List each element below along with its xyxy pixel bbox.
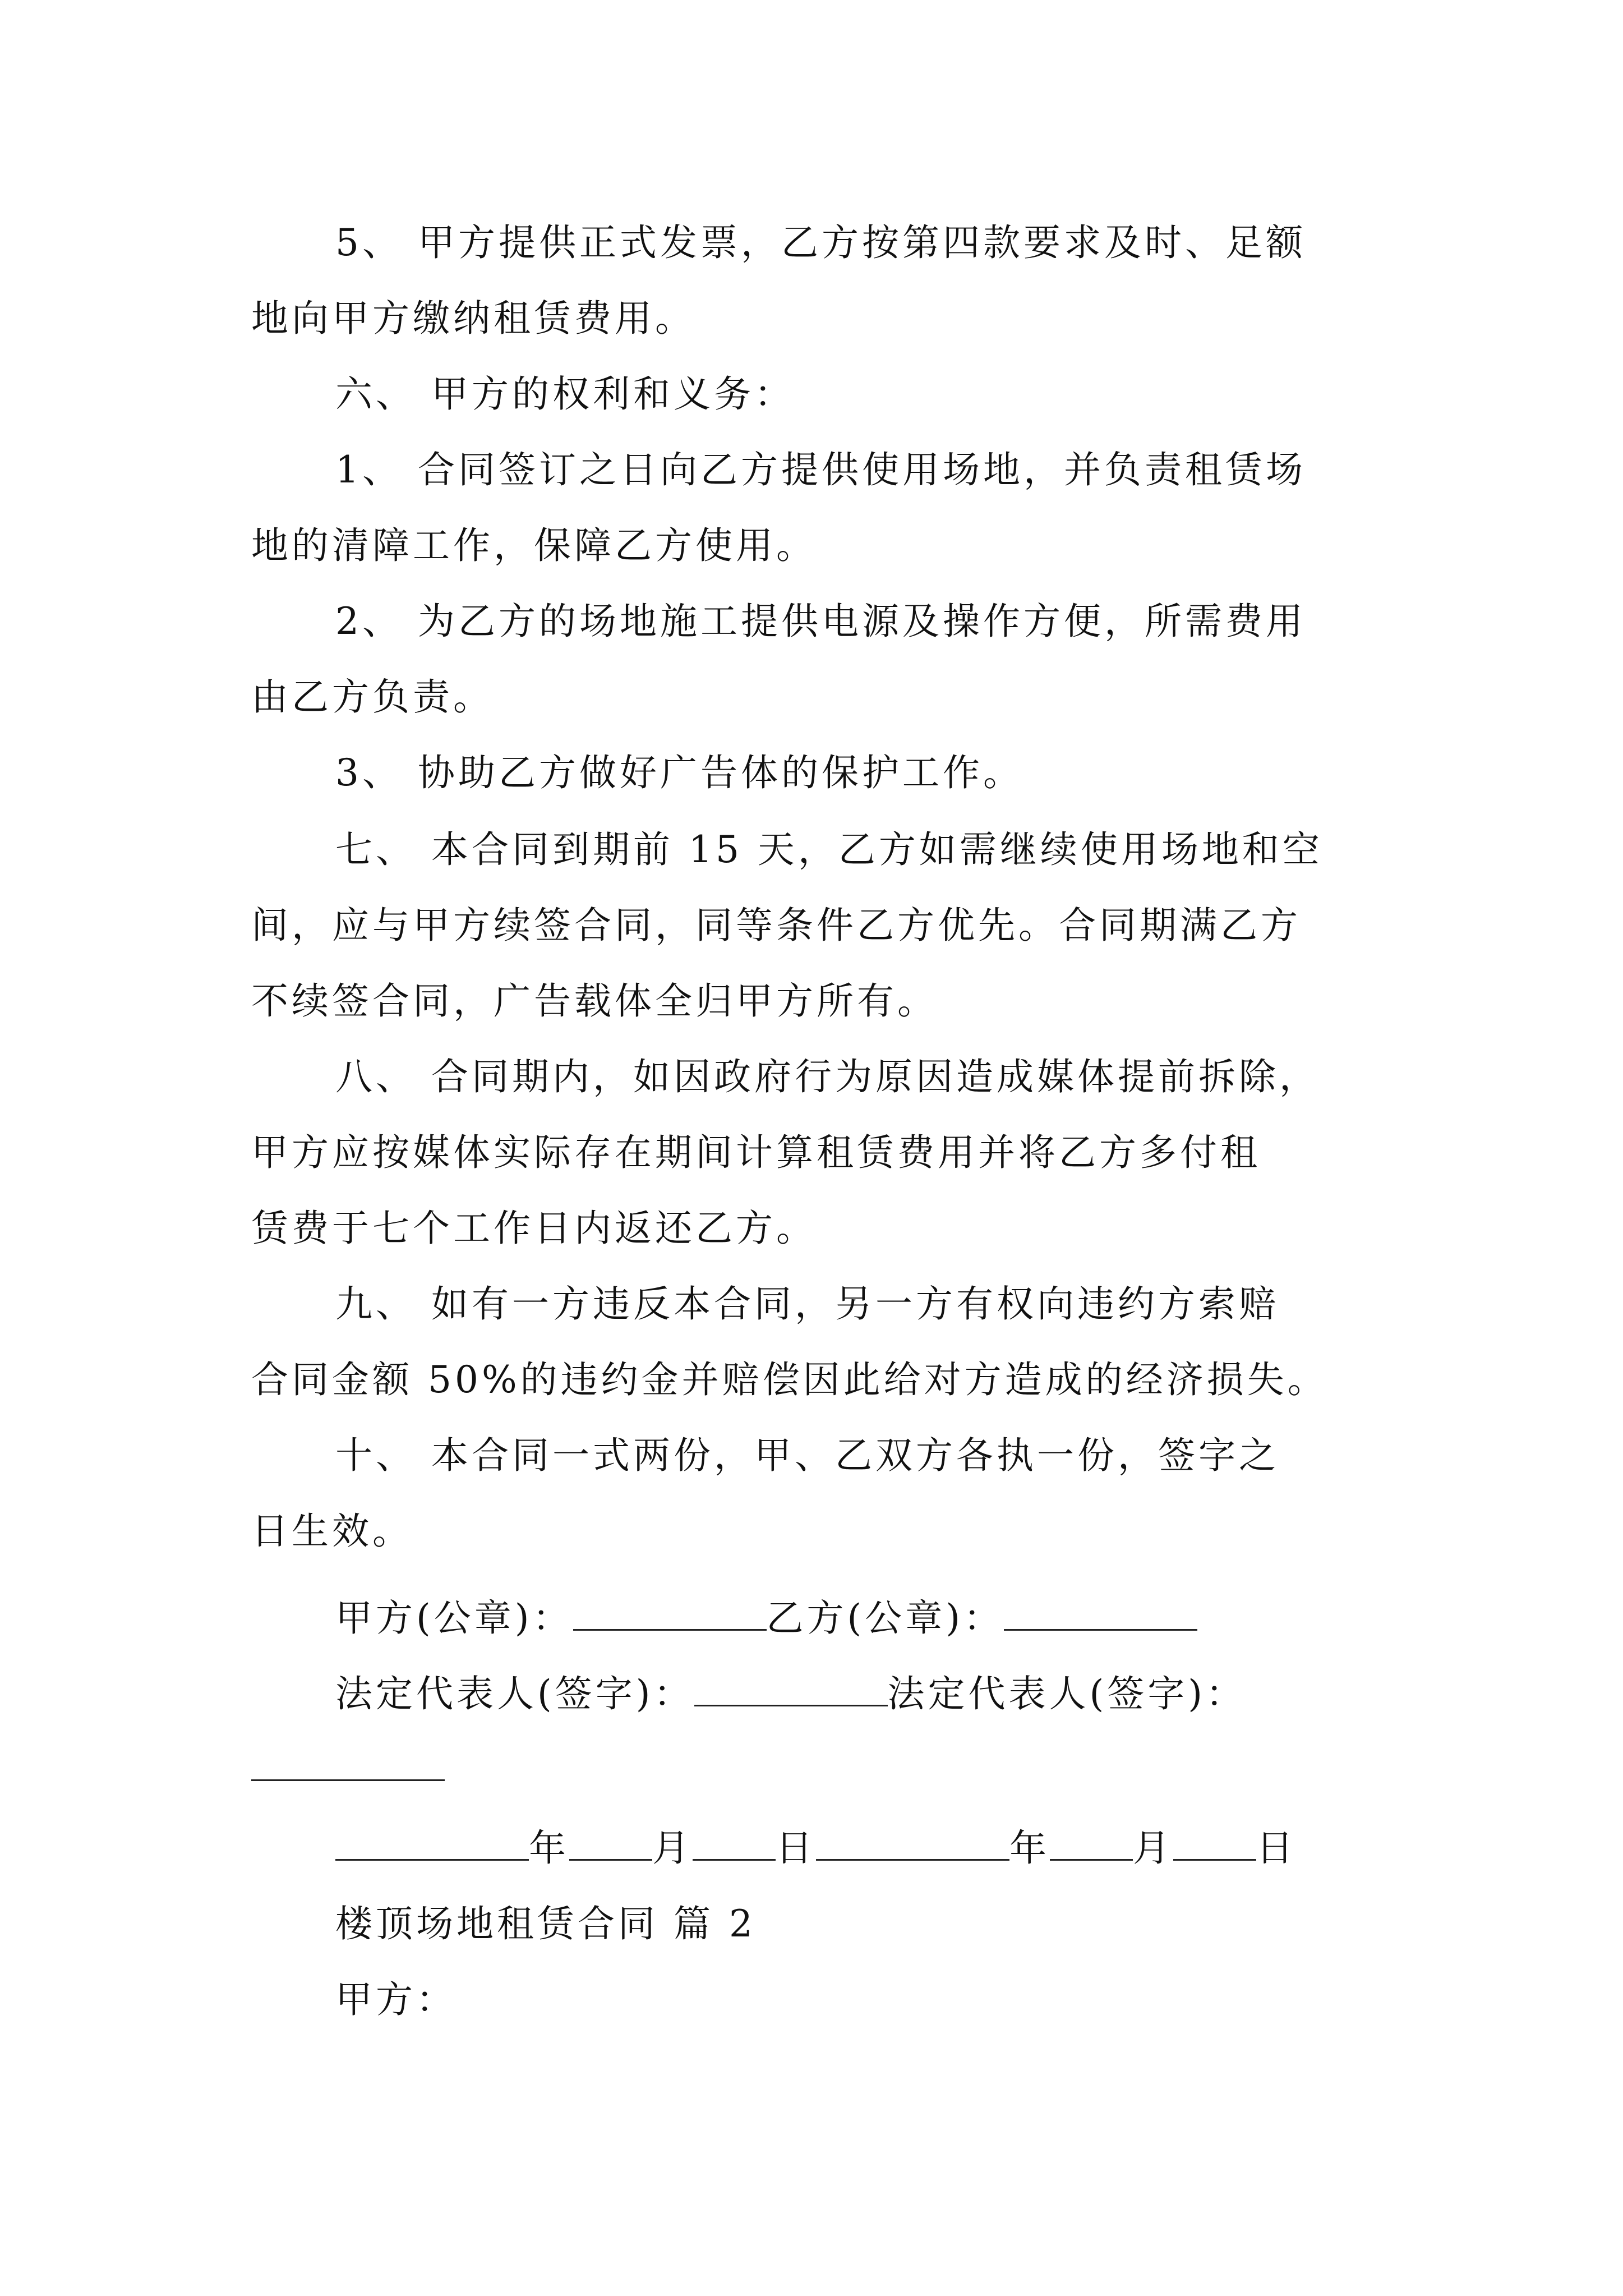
section-heading: 六、 甲方的权利和义务： — [335, 372, 795, 416]
next-contract-title: 楼顶场地租赁合同 篇 2 — [335, 1902, 756, 1945]
paragraph-line: 八、 合同期内，如因政府行为原因造成媒体提前拆除， — [335, 1055, 1320, 1098]
date-b-day-blank[interactable] — [1173, 1825, 1256, 1861]
paragraph-line: 日生效。 — [251, 1510, 413, 1553]
date-year-label: 年 — [529, 1826, 569, 1870]
paragraph-line: 十、 本合同一式两份，甲、乙双方各执一份，签字之 — [335, 1434, 1279, 1477]
date-a-day-blank[interactable] — [693, 1825, 776, 1861]
paragraph-line: 间，应与甲方续签合同，同等条件乙方优先。合同期满乙方 — [251, 904, 1301, 947]
party-a-rep-blank[interactable] — [694, 1671, 888, 1706]
party-b-rep-label: 法定代表人(签字)： — [887, 1672, 1246, 1715]
party-b-seal-label: 乙方(公章)： — [766, 1596, 1004, 1640]
party-a-seal-label: 甲方(公章)： — [335, 1596, 573, 1640]
party-b-seal-blank[interactable] — [1004, 1595, 1197, 1631]
date-b-month-blank[interactable] — [1050, 1825, 1133, 1861]
paragraph-line: 七、 本合同到期前 15 天，乙方如需继续使用场地和空 — [335, 828, 1323, 871]
date-month-label: 月 — [1133, 1826, 1173, 1870]
paragraph-line: 1、 合同签订之日向乙方提供使用场地，并负责租赁场 — [335, 448, 1306, 491]
date-day-label: 日 — [1256, 1826, 1297, 1870]
representative-signature-line — [335, 1669, 1246, 1719]
paragraph-line: 不续签合同，广告载体全归甲方所有。 — [251, 979, 938, 1023]
date-line — [335, 1823, 1297, 1874]
party-a-seal-blank[interactable] — [573, 1595, 767, 1631]
paragraph-line: 九、 如有一方违反本合同，另一方有权向违约方索赔 — [335, 1282, 1279, 1326]
date-a-month-blank[interactable] — [569, 1825, 652, 1861]
date-month-label: 月 — [652, 1826, 693, 1870]
next-party-label: 甲方： — [335, 1978, 457, 2021]
seal-signature-line — [335, 1593, 1197, 1644]
paragraph-line: 5、 甲方提供正式发票，乙方按第四款要求及时、足额 — [335, 221, 1306, 264]
date-a-year-blank[interactable] — [335, 1825, 529, 1861]
date-day-label: 日 — [776, 1826, 816, 1870]
date-year-label: 年 — [1009, 1826, 1050, 1870]
paragraph-line: 地的清障工作，保障乙方使用。 — [251, 524, 817, 567]
date-b-year-blank[interactable] — [816, 1825, 1009, 1861]
party-b-rep-blank[interactable] — [251, 1779, 445, 1781]
paragraph-line: 甲方应按媒体实际存在期间计算租赁费用并将乙方多付租 — [251, 1131, 1261, 1174]
paragraph-line: 赁费于七个工作日内返还乙方。 — [251, 1207, 817, 1250]
paragraph-line: 3、 协助乙方做好广告体的保护工作。 — [335, 751, 1023, 794]
paragraph-line: 2、 为乙方的场地施工提供电源及操作方便，所需费用 — [335, 600, 1306, 643]
paragraph-line: 由乙方负责。 — [251, 675, 494, 719]
paragraph-line: 合同金额 50%的违约金并赔偿因此给对方造成的经济损失。 — [251, 1358, 1328, 1401]
paragraph-line: 地向甲方缴纳租赁费用。 — [251, 297, 695, 340]
party-a-rep-label: 法定代表人(签字)： — [335, 1672, 694, 1715]
